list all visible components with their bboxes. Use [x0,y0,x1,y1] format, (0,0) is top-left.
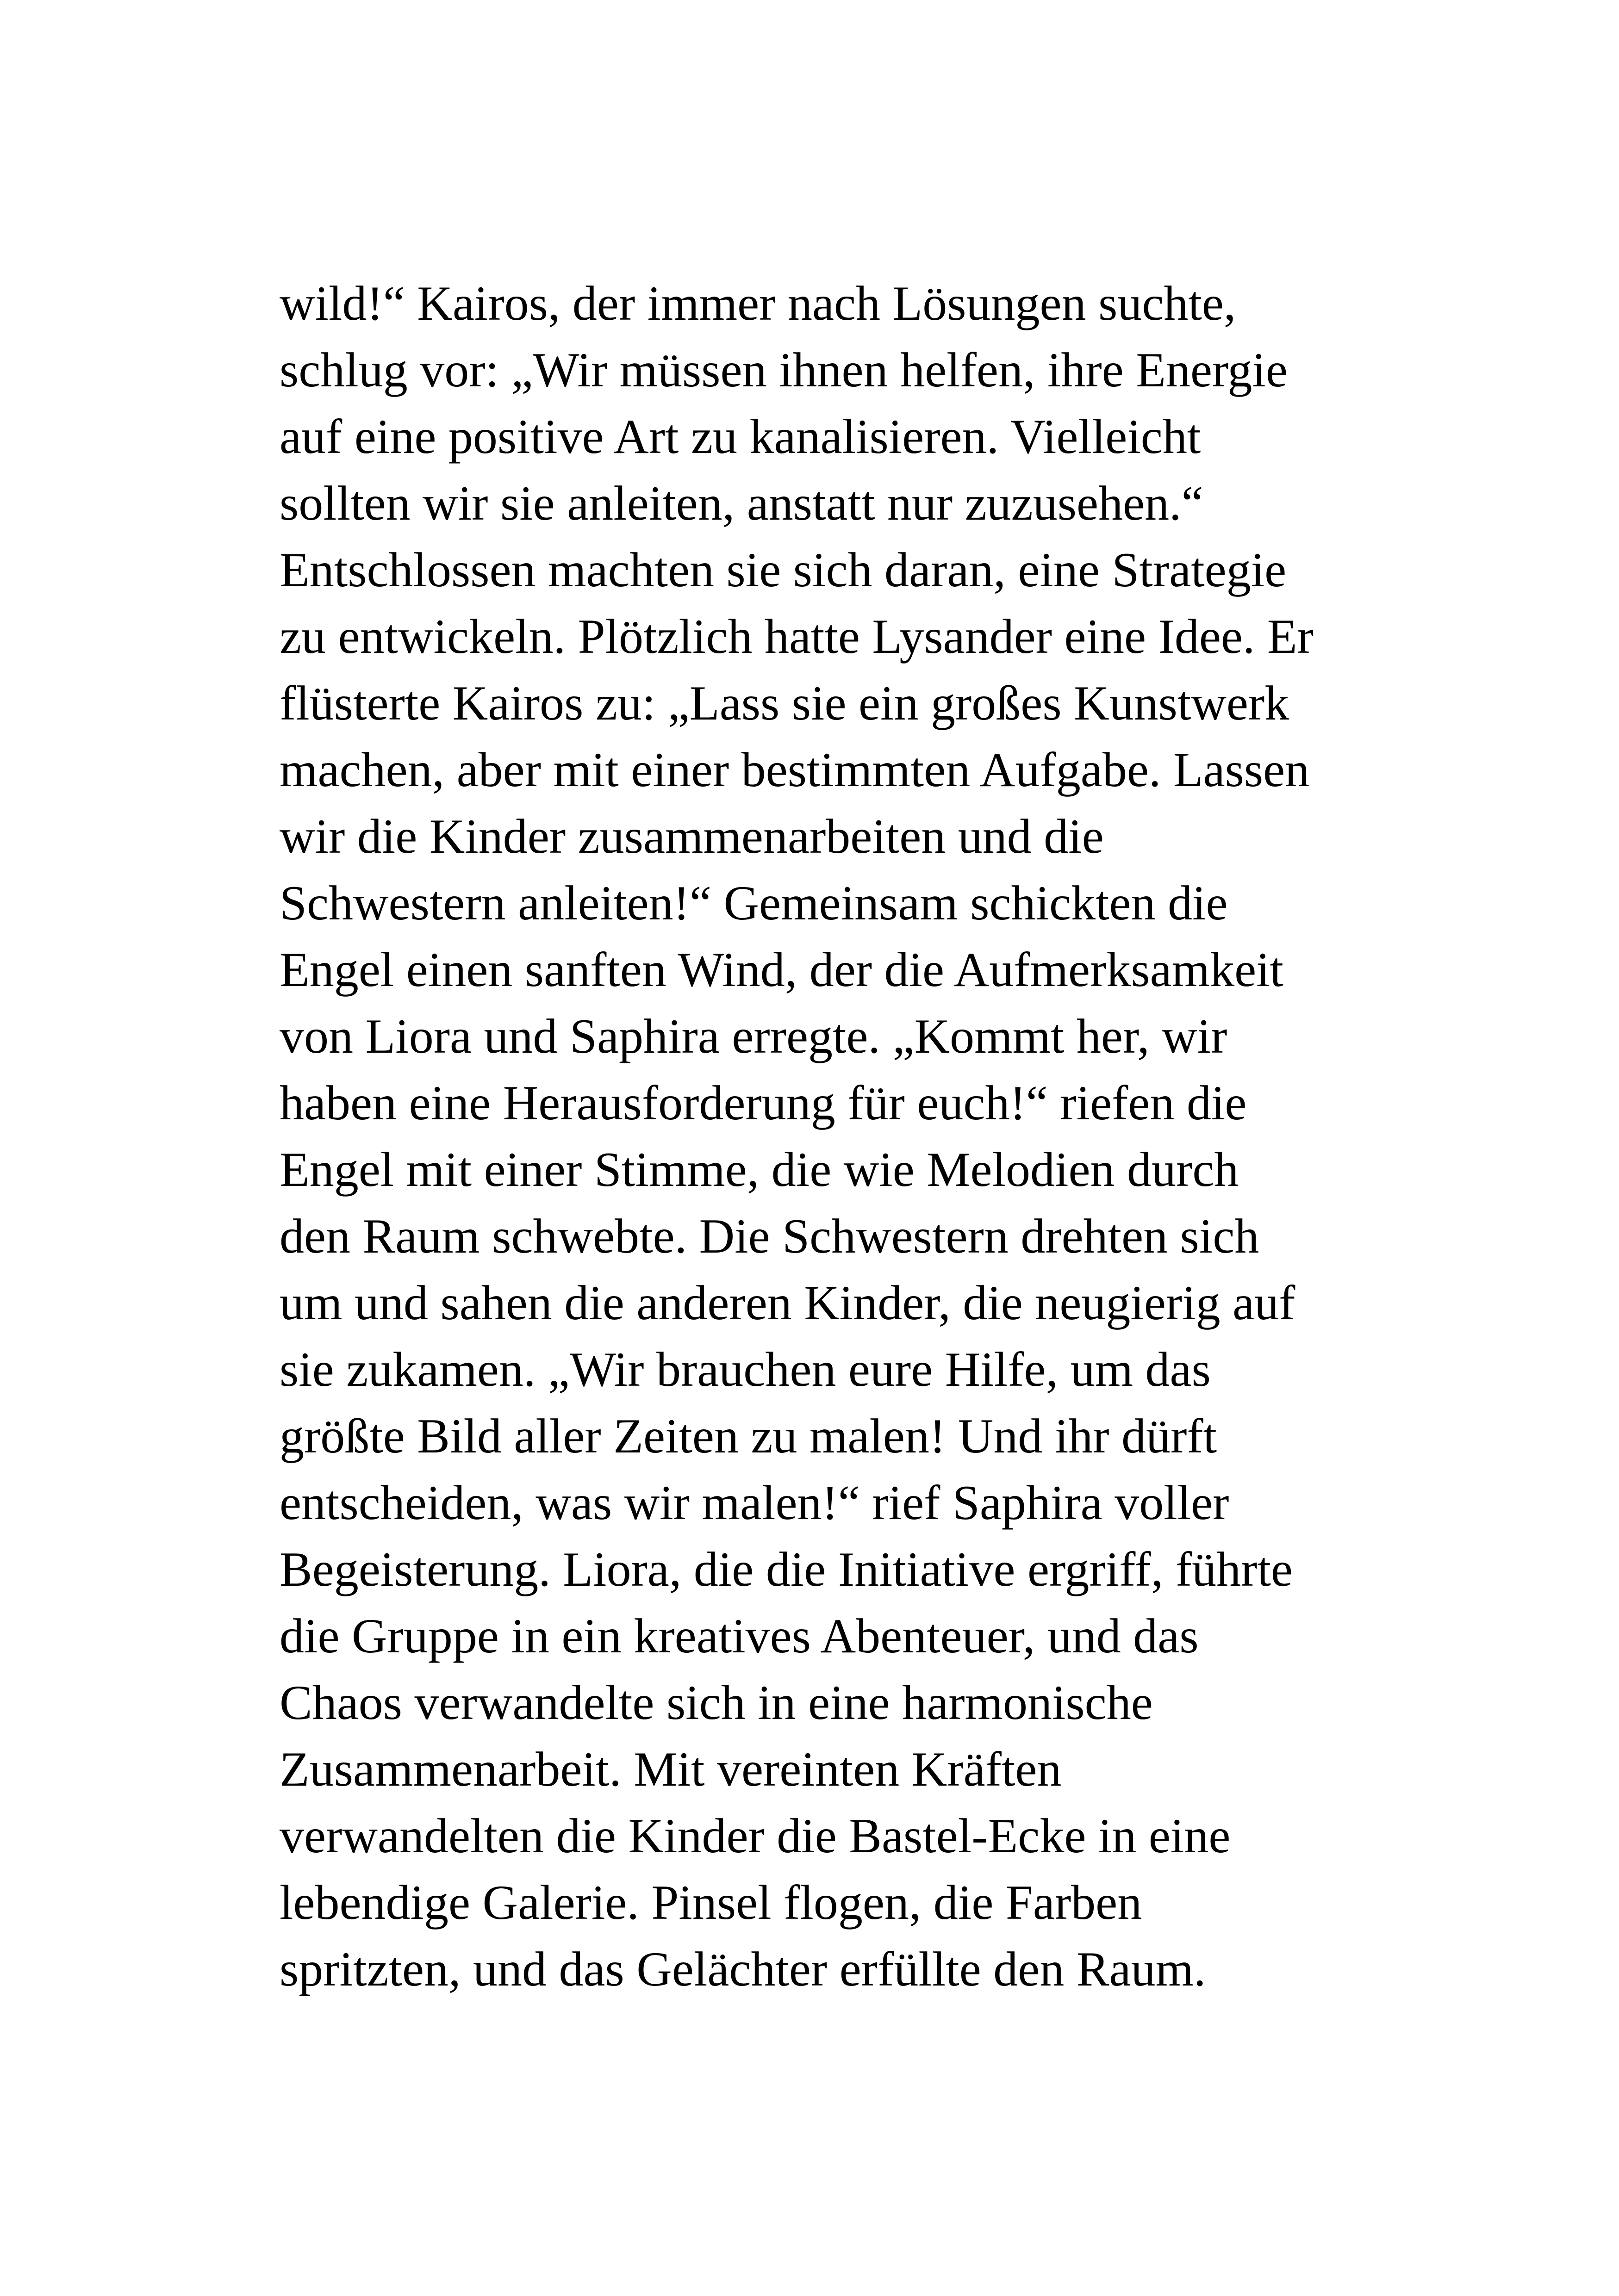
text-line: Engel mit einer Stimme, die wie Melodien durch [280,1142,1239,1197]
text-line: um und sahen die anderen Kinder, die neugierig auf [280,1276,1295,1330]
text-line: spritzten, und das Gelächter erfüllte den Raum. [280,1942,1206,1996]
text-line: von Liora und Saphira erregte. „Kommt her, wir [280,1009,1227,1063]
text-line: Entschlossen machten sie sich daran, eine Strategie [280,543,1287,597]
text-line: entscheiden, was wir malen!“ rief Saphira voller [280,1476,1229,1530]
text-line: lebendige Galerie. Pinsel flogen, die Farben [280,1875,1142,1930]
text-line: Chaos verwandelte sich in eine harmonische [280,1675,1153,1730]
text-line: sollten wir sie anleiten, anstatt nur zuzusehen.“ [280,476,1203,530]
text-line: die Gruppe in ein kreatives Abenteuer, und das [280,1609,1199,1663]
text-line: zu entwickeln. Plötzlich hatte Lysander eine Idee. Er [280,609,1314,664]
text-line: Zusammenarbeit. Mit vereinten Kräften [280,1742,1062,1796]
text-line: haben eine Herausforderung für euch!“ riefen die [280,1076,1247,1130]
text-line: schlug vor: „Wir müssen ihnen helfen, ihre Energie [280,343,1288,397]
text-line: Begeisterung. Liora, die die Initiative ergriff, führte [280,1542,1293,1596]
text-line: wild!“ Kairos, der immer nach Lösungen suchte, [280,276,1236,330]
text-line: verwandelten die Kinder die Bastel-Ecke in eine [280,1809,1231,1863]
body-text [280,270,1372,2003]
text-line: flüsterte Kairos zu: „Lass sie ein großes Kunstwerk [280,676,1289,730]
text-line: auf eine positive Art zu kanalisieren. Vielleicht [280,410,1201,464]
text-line: Schwestern anleiten!“ Gemeinsam schickten die [280,876,1228,930]
text-line: sie zukamen. „Wir brauchen eure Hilfe, um das [280,1342,1211,1396]
text-line: den Raum schwebte. Die Schwestern drehten sich [280,1209,1259,1263]
text-line: größte Bild aller Zeiten zu malen! Und ihr dürft [280,1409,1217,1463]
text-line: wir die Kinder zusammenarbeiten und die [280,809,1104,863]
text-line: Engel einen sanften Wind, der die Aufmerksamkeit [280,943,1284,997]
text-line: machen, aber mit einer bestimmten Aufgabe. Lassen [280,743,1310,797]
